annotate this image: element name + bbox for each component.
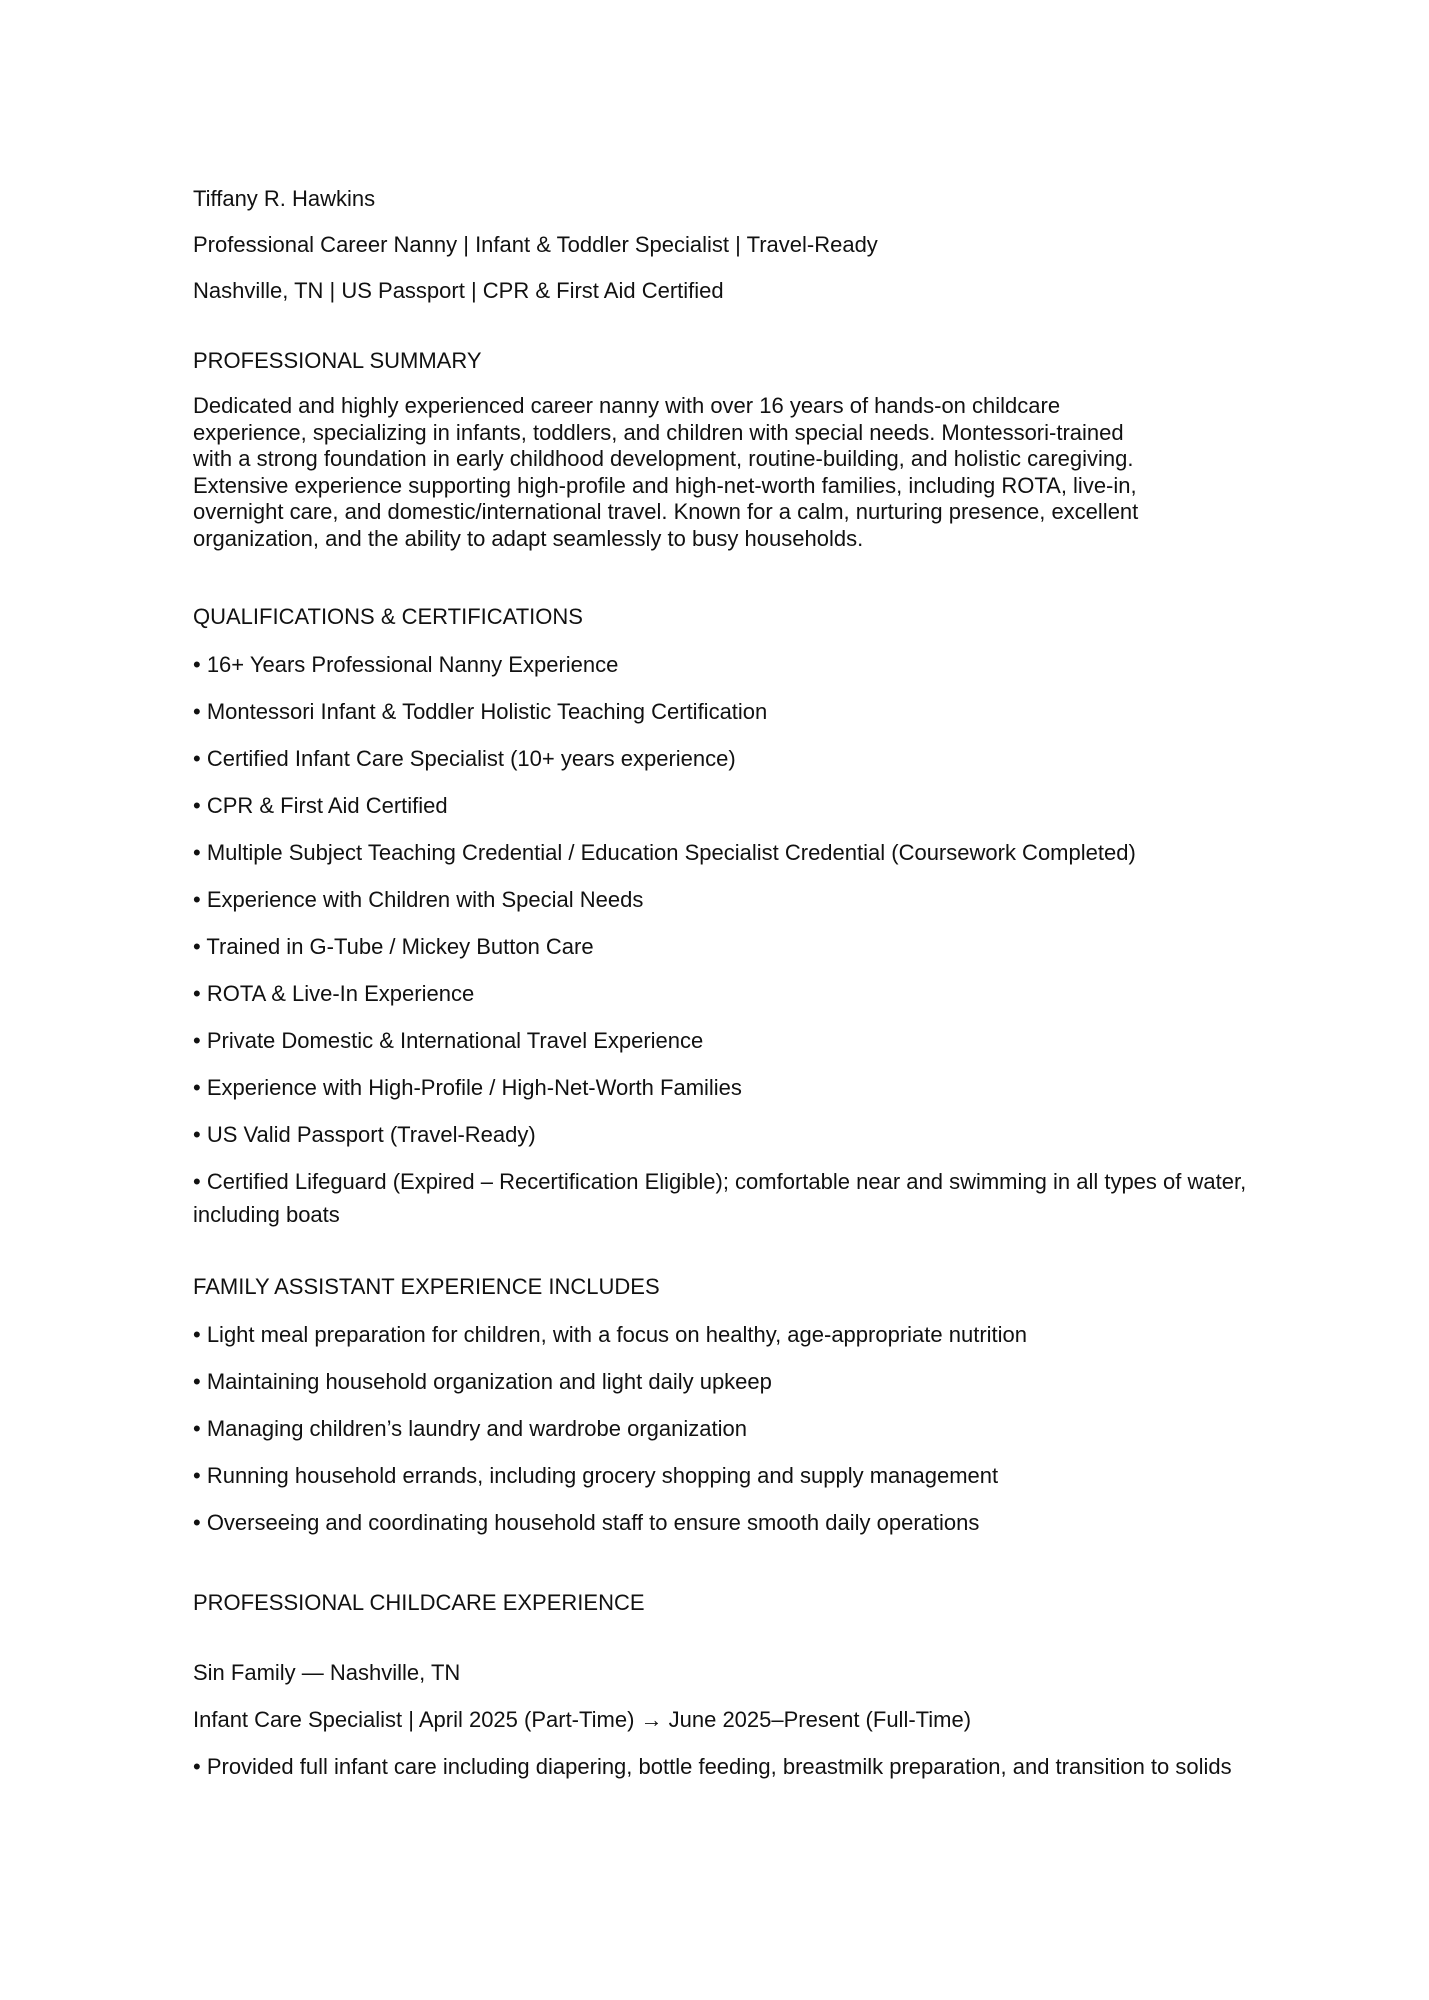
summary-title: PROFESSIONAL SUMMARY [193,348,482,373]
family-assistant-title: FAMILY ASSISTANT EXPERIENCE INCLUDES [193,1274,660,1299]
list-item: • Maintaining household organization and light daily upkeep [193,1369,772,1394]
summary-line: Extensive experience supporting high-profile and high-net-worth families, including ROTA, live-in, [193,472,1137,498]
qualifications-section [193,602,1253,1245]
list-item: • Certified Infant Care Specialist (10+ years experience) [193,746,736,771]
list-item: • US Valid Passport (Travel-Ready) [193,1122,536,1147]
summary-body [193,393,1253,552]
childcare-title: PROFESSIONAL CHILDCARE EXPERIENCE [193,1590,645,1615]
list-item: • Montessori Infant & Toddler Holistic Teaching Certification [193,699,768,724]
summary-line: Dedicated and highly experienced career nanny with over 16 years of hands-on childcare [193,393,1061,418]
list-item: • 16+ Years Professional Nanny Experience [193,652,619,677]
list-item: • ROTA & Live-In Experience [193,981,475,1006]
list-item: • Experience with Children with Special Needs [193,887,644,912]
job-entry [193,1656,1253,1783]
candidate-name: Tiffany R. Hawkins [193,186,376,211]
candidate-contact: Nashville, TN | US Passport | CPR & First Aid Certified [193,278,724,303]
summary-section [193,346,1253,552]
list-item: • Overseeing and coordinating household staff to ensure smooth daily operations [193,1510,980,1535]
summary-line: organization, and the ability to adapt seamlessly to busy households. [193,525,864,551]
list-item: • Trained in G-Tube / Mickey Button Care [193,934,594,959]
childcare-section [193,1588,1253,1797]
summary-line: experience, specializing in infants, toddlers, and children with special needs. Montessori-trained [193,419,1124,445]
summary-line: overnight care, and domestic/international travel. Known for a calm, nurturing presence, excellent [193,499,1139,524]
candidate-tagline: Professional Career Nanny | Infant & Toddler Specialist | Travel-Ready [193,232,878,257]
job-employer: Sin Family — Nashville, TN [193,1660,461,1685]
list-item: • Provided full infant care including diapering, bottle feeding, breastmilk preparation, and transition to solids [193,1754,1232,1779]
list-item: • Multiple Subject Teaching Credential / Education Specialist Credential (Coursework Completed) [193,840,1136,865]
list-item: • Experience with High-Profile / High-Net-Worth Families [193,1075,742,1100]
family-assistant-section [193,1272,1253,1553]
list-item: • CPR & First Aid Certified [193,793,448,818]
list-item: • Certified Lifeguard (Expired – Recertification Eligible); comfortable near and swimming in all types of water, including boats [193,1169,1247,1227]
job-role: Infant Care Specialist | April 2025 (Part-Time) → June 2025–Present (Full-Time) [193,1707,972,1732]
list-item: • Light meal preparation for children, with a focus on healthy, age-appropriate nutrition [193,1322,1028,1347]
qualifications-title: QUALIFICATIONS & CERTIFICATIONS [193,604,583,629]
list-item: • Running household errands, including grocery shopping and supply management [193,1463,999,1488]
summary-line: with a strong foundation in early childhood development, routine-building, and holistic caregiving. [193,446,1134,471]
list-item: • Private Domestic & International Travel Experience [193,1028,704,1053]
list-item: • Managing children’s laundry and wardrobe organization [193,1416,747,1441]
